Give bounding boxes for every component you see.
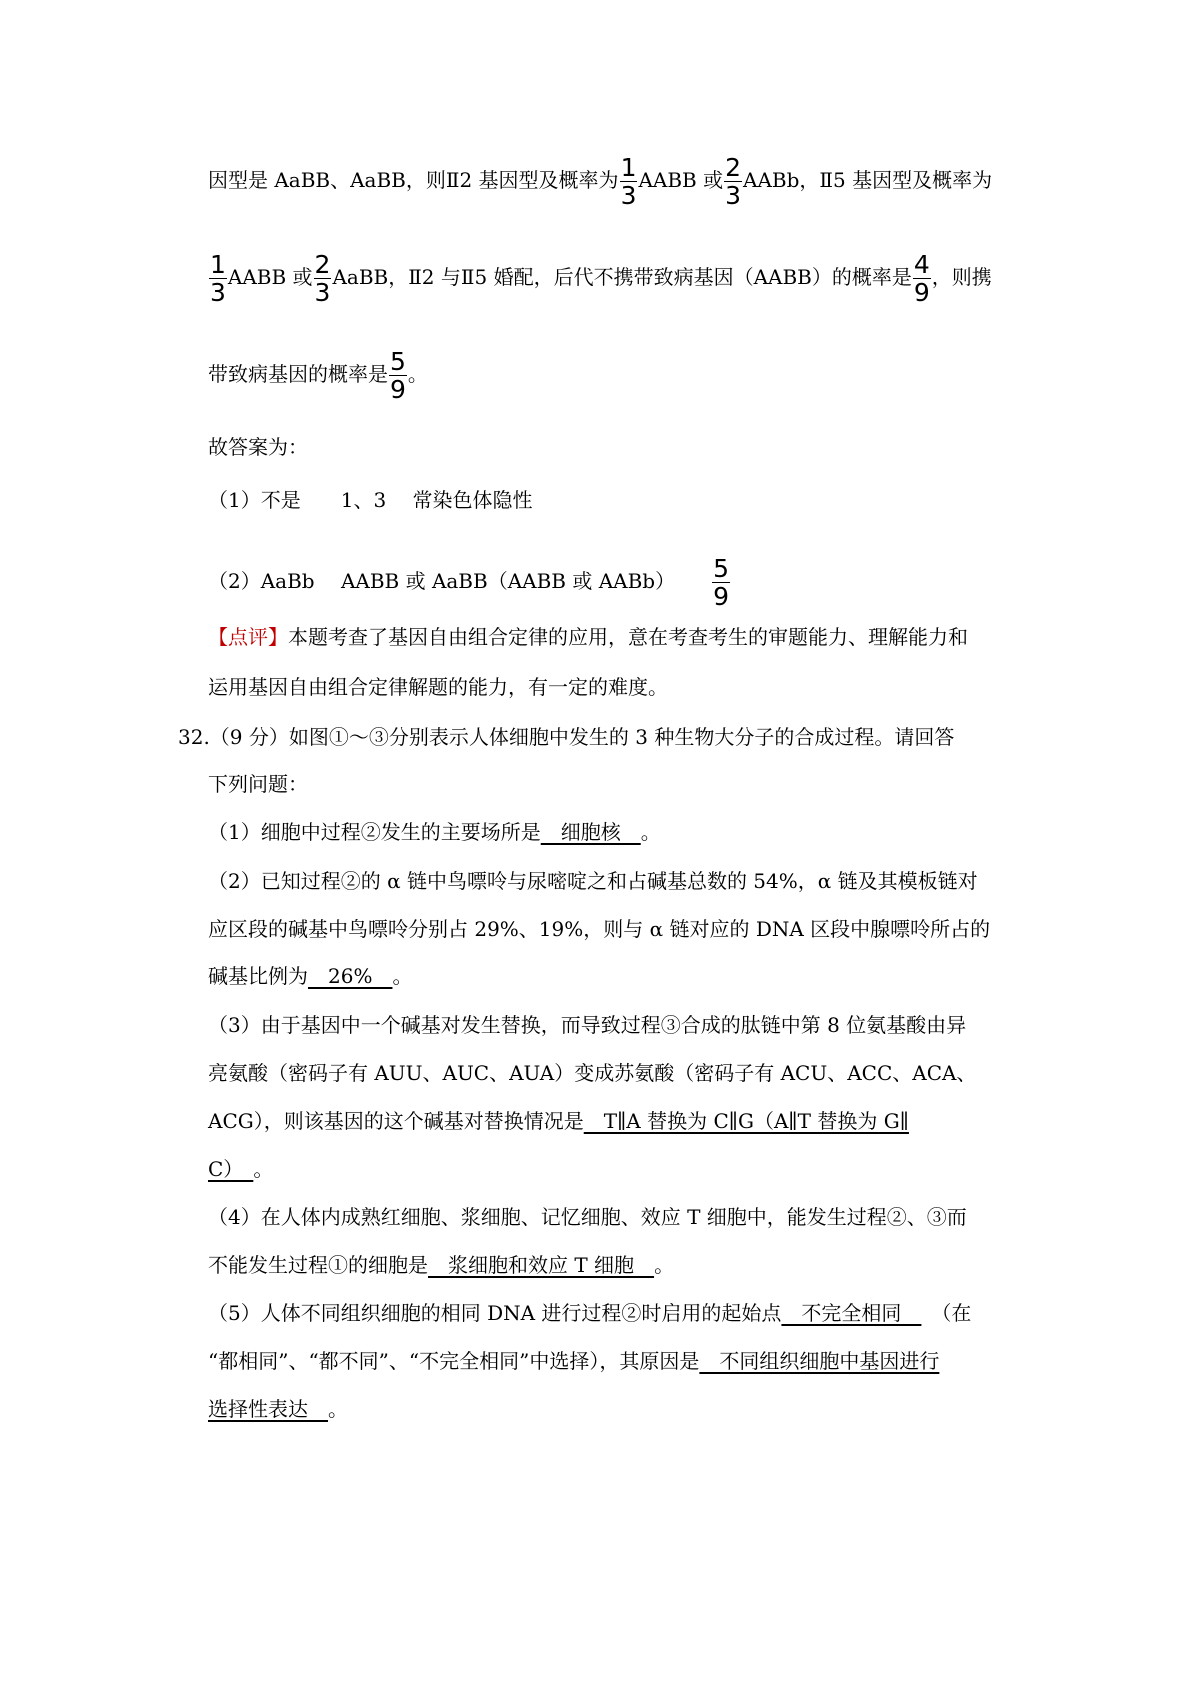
q32-part-5-line-1 (208, 1298, 1200, 1328)
denominator: 3 (725, 181, 742, 210)
q32-part-5-line-2 (208, 1346, 1200, 1376)
answer-2 (208, 555, 1200, 610)
part-text: 。 (328, 1397, 348, 1421)
numerator: 2 (314, 250, 331, 279)
q32-part-3-line-4 (208, 1154, 1200, 1184)
answer-blank: 不完全相同 (781, 1301, 922, 1325)
analysis-text: AABb，Ⅱ5 基因型及概率为 (743, 168, 993, 192)
part-text: 。 (640, 820, 661, 844)
fraction (389, 348, 407, 403)
answer-blank: 不同组织细胞中基因进行 (699, 1349, 940, 1373)
comment-text: 本题考查了基因自由组合定律的应用，意在考查考生的审题能力、理解能力和 (288, 625, 968, 649)
comment-line-2: 运用基因自由组合定律解题的能力，有一定的难度。 (208, 675, 668, 699)
analysis-line-2 (208, 251, 1200, 306)
q32-part-2-line-1: （2）已知过程②的 α 链中鸟嘌呤与尿嘧啶之和占碱基总数的 54%，α 链及其模板链对 (208, 869, 978, 893)
answer-heading: 故答案为： (208, 435, 308, 459)
denominator: 9 (713, 582, 729, 611)
part-text: （5）人体不同组织细胞的相同 DNA 进行过程②时启用的起始点 (208, 1301, 782, 1325)
q32-part-4-line-1: （4）在人体内成熟红细胞、浆细胞、记忆细胞、效应 T 细胞中，能发生过程②、③而 (208, 1205, 967, 1229)
answer-blank: 浆细胞和效应 T 细胞 (428, 1253, 655, 1277)
q32-stem-line-2: 下列问题： (208, 772, 308, 796)
answer-blank: 26% (308, 964, 393, 988)
denominator: 9 (390, 375, 406, 404)
numerator: 5 (713, 554, 729, 583)
answer-2-text: （2）AaBb AABB 或 AaBB（AABB 或 AABb） (208, 569, 676, 593)
fraction (314, 251, 332, 306)
part-text: 。 (392, 964, 413, 988)
analysis-text: AaBB，Ⅱ2 与Ⅱ5 婚配，后代不携带致病基因（AABB）的概率是 (332, 265, 912, 289)
fraction (712, 555, 730, 610)
analysis-text: AABB 或 (638, 168, 724, 192)
analysis-line-1 (208, 154, 1200, 209)
part-text: 。 (654, 1253, 675, 1277)
comment-line-1 (208, 622, 1200, 652)
fraction (209, 251, 227, 306)
q32-part-3-line-3 (208, 1106, 1200, 1136)
q32-part-1 (208, 817, 1200, 847)
analysis-text: 因型是 AaBB、AaBB，则Ⅱ2 基因型及概率为 (208, 168, 619, 192)
q32-part-5-line-3 (208, 1394, 1200, 1424)
part-text: “都相同”、“都不同”、“不完全相同”中选择），其原因是 (208, 1349, 700, 1373)
answer-blank: 细胞核 (540, 820, 641, 844)
analysis-text: 。 (407, 362, 428, 386)
numerator: 1 (210, 250, 226, 279)
denominator: 3 (620, 181, 637, 210)
denominator: 3 (314, 278, 331, 307)
part-text: 碱基比例为 (208, 964, 308, 988)
comment-tag: 【点评】 (208, 625, 288, 649)
part-text: 。 (253, 1157, 274, 1181)
answer-1: （1）不是 1、3 常染色体隐性 (208, 488, 533, 512)
fraction (913, 251, 931, 306)
numerator: 5 (390, 347, 406, 376)
numerator: 1 (620, 153, 637, 182)
q32-part-2-line-3 (208, 961, 1200, 991)
numerator: 2 (725, 153, 742, 182)
part-text: （1）细胞中过程②发生的主要场所是 (208, 820, 541, 844)
analysis-text: AABB 或 (227, 265, 313, 289)
q32-part-4-line-2 (208, 1250, 1200, 1280)
answer-blank: C） (208, 1157, 254, 1181)
part-text: ACG），则该基因的这个碱基对替换情况是 (208, 1109, 584, 1133)
answer-blank: 选择性表达 (208, 1397, 328, 1421)
q32-stem-line-1: 32.（9 分）如图①～③分别表示人体细胞中发生的 3 种生物大分子的合成过程。请回答 (178, 725, 955, 749)
denominator: 9 (913, 278, 930, 307)
answer-blank: T∥A 替换为 C∥G（A∥T 替换为 G∥ (583, 1109, 909, 1133)
part-text: 不能发生过程①的细胞是 (208, 1253, 428, 1277)
numerator: 4 (913, 250, 930, 279)
q32-part-3-line-1: （3）由于基因中一个碱基对发生替换，而导致过程③合成的肽链中第 8 位氨基酸由异 (208, 1013, 967, 1037)
analysis-text: 带致病基因的概率是 (208, 362, 388, 386)
denominator: 3 (210, 278, 226, 307)
analysis-line-3 (208, 348, 1200, 403)
fraction (724, 154, 742, 209)
q32-part-3-line-2: 亮氨酸（密码子有 AUU、AUC、AUA）变成苏氨酸（密码子有 ACU、ACC、ACA、 (208, 1061, 977, 1085)
part-text: （在 (921, 1301, 972, 1325)
fraction (620, 154, 638, 209)
q32-part-2-line-2: 应区段的碱基中鸟嘌呤分别占 29%、19%，则与 α 链对应的 DNA 区段中腺嘌呤所占的 (208, 917, 991, 941)
analysis-text: ，则携 (931, 265, 992, 289)
